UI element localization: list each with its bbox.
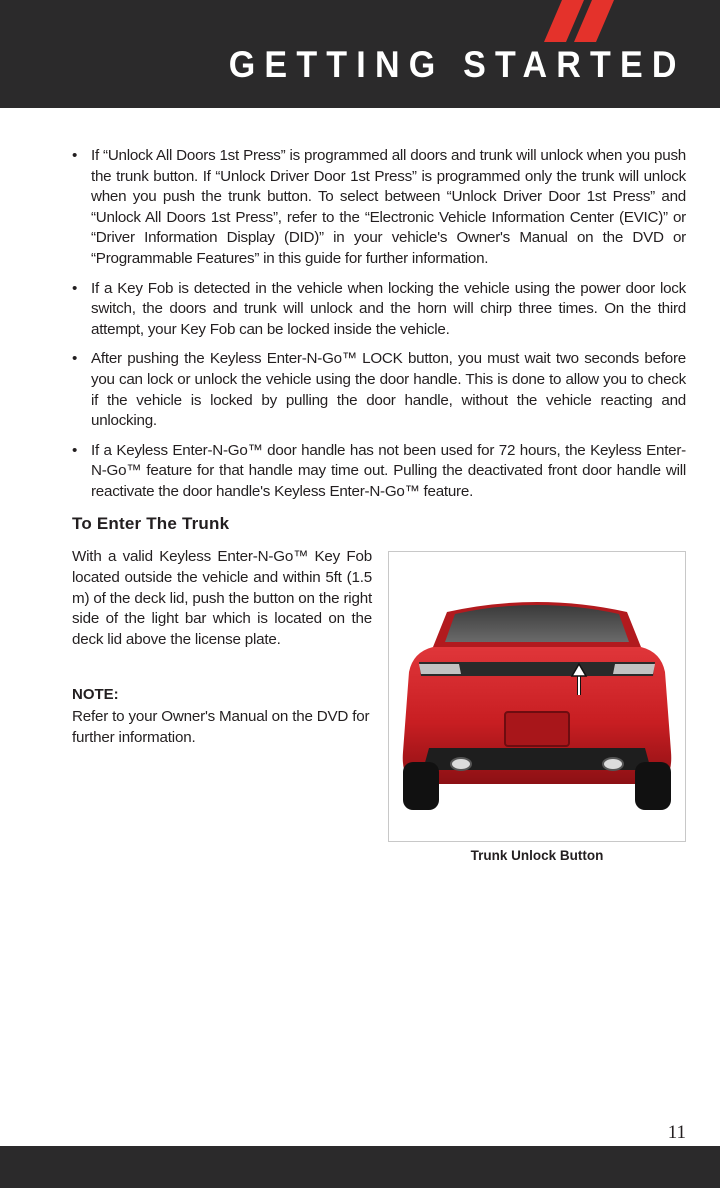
bullet-icon: • bbox=[72, 147, 78, 164]
note-text: Refer to your Owner's Manual on the DVD for further information. bbox=[72, 708, 370, 746]
car-rear-illustration bbox=[389, 552, 685, 841]
figure-caption: Trunk Unlock Button bbox=[470, 848, 604, 863]
body-paragraph: With a valid Keyless Enter-N-Go™ Key Fob located outside the vehicle and within 5ft (1.5 m) of the deck lid, push the button on the right side of the light bar which is located on the deck lid above the license plate. bbox=[72, 548, 372, 649]
trunk-figure bbox=[388, 551, 686, 842]
page-header bbox=[0, 0, 720, 108]
bullet-list bbox=[72, 146, 686, 512]
list-item: • After pushing the Keyless Enter-N-Go™ LOCK button, you must wait two seconds before you can lock or unlock the vehicle using the door handle. This is done to allow you to check if the vehicle is locked by pulling the door handle, without the vehicle reacting and unlocking. bbox=[72, 350, 686, 430]
note-label: NOTE: bbox=[72, 686, 119, 703]
bullet-icon: • bbox=[72, 350, 78, 368]
section-heading: To Enter The Trunk bbox=[72, 514, 230, 533]
bullet-icon: • bbox=[72, 441, 78, 459]
section-title: GETTING STARTED bbox=[229, 44, 686, 85]
page-number: 11 bbox=[667, 1122, 686, 1143]
bullet-icon: • bbox=[72, 279, 78, 297]
brand-stripes-icon bbox=[540, 0, 620, 42]
list-item: • If “Unlock All Doors 1st Press” is programmed all doors and trunk will unlock when you push the trunk button. If “Unlock Driver Door 1st Press” is programmed only the trunk will unlock when you push the trunk button. To select between “Unlock Driver Door 1st Press” and “Unlock All Doors 1st Press”, refer to the “Electronic Vehicle Information Center (EVIC)” or “Driver Information Display (DID)” in your vehicle's Owner's Manual on the DVD or “Programmable Features” in this guide for further information. bbox=[72, 147, 686, 267]
list-item: • If a Key Fob is detected in the vehicle when locking the vehicle using the power door lock switch, the doors and trunk will unlock and the horn will chirp three times. On the third attempt, your Key Fob can be locked inside the vehicle. bbox=[72, 279, 686, 338]
list-item: • If a Keyless Enter-N-Go™ door handle has not been used for 72 hours, the Keyless Enter-N-Go™ feature for that handle may time out. Pulling the deactivated front door handle will reactivate the door handle's Keyless Enter-N-Go™ feature. bbox=[72, 441, 686, 500]
page-footer bbox=[0, 1146, 720, 1188]
